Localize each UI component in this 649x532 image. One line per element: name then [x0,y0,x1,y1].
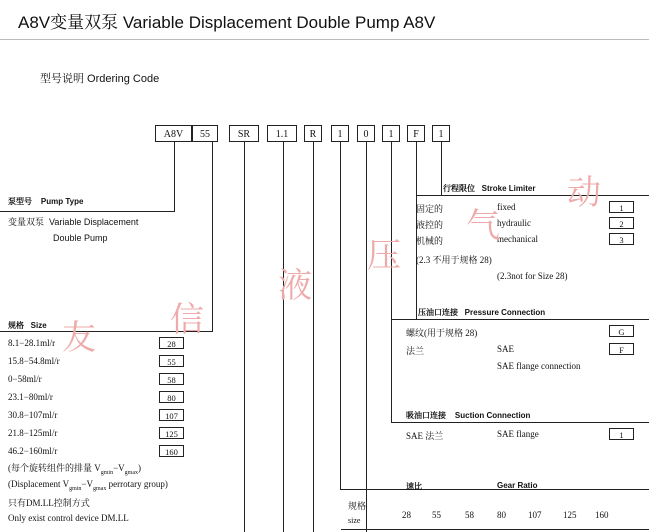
connector-line [313,142,314,532]
stroke-limiter-heading: 行程限位 Stroke Limiter [443,184,536,193]
stroke-row-en: mechanical [497,234,538,244]
size-note-2: (Displacement $V_{gmin}-V_{gmax}$ perrotary group) [8,479,168,492]
size-row-label: 8.1−28.1ml/r [8,338,56,348]
size-row-label: 15.8−54.8ml/r [8,356,60,366]
code-box-size: 55 [192,125,218,142]
table-line [341,529,649,530]
watermark-char: 信 [170,302,204,339]
code-box-zero: 0 [357,125,375,142]
connector-line [340,142,341,490]
pump-type-desc: 变量双泵 Variable Displacement [8,217,139,227]
size-row-label: 21.8−125ml/r [8,428,58,438]
connector-line [0,211,175,212]
stroke-row-value: 1 [609,201,634,213]
size-row-label: 0−58ml/r [8,374,42,384]
gear-ratio-value: 55 [432,510,441,520]
connector-line [174,142,175,212]
stroke-row-cn: 固定的 [416,204,444,214]
size-row-value: 28 [159,337,184,349]
pressure-value-f: F [609,343,634,355]
size-row-value: 80 [159,391,184,403]
size-row-label: 46.2−160ml/r [8,446,58,456]
gear-ratio-size-label-cn: 规格 [348,501,367,511]
size-row-label: 30.8−107ml/r [8,410,58,420]
gear-ratio-value: 58 [465,510,474,520]
pump-type-heading: 泵型号 Pump Type [8,197,84,206]
stroke-note-cn: (2.3 不用于规格 28) [416,255,492,265]
connector-line [283,142,284,532]
gear-ratio-heading-cn: 速比 [406,482,422,491]
pump-type-desc-2: Double Pump [53,233,108,243]
connector-line [244,142,245,532]
page-title: A8V变量双泵 Variable Displacement Double Pump A8V [18,13,436,32]
stroke-row-value: 3 [609,233,634,245]
connector-line [366,142,367,532]
suction-row-en: SAE flange [497,429,539,439]
stroke-row-cn: 液控的 [416,220,444,230]
gear-ratio-value: 80 [497,510,506,520]
stroke-row-value: 2 [609,217,634,229]
code-box-series: 1.1 [267,125,297,142]
pressure-connection-heading: 压油口连接 Pressure Connection [418,308,546,317]
title-divider [0,39,649,40]
connector-line [416,142,417,320]
size-note-4: Only exist control device DM.LL [8,513,129,523]
size-row-value: 125 [159,427,184,439]
connector-line [392,319,649,320]
watermark-char: 压 [367,238,401,275]
size-row-value: 107 [159,409,184,421]
watermark-char: 动 [567,175,601,212]
code-box-rotation: R [304,125,322,142]
pressure-value-g: G [609,325,634,337]
watermark-char: 友 [62,320,96,357]
size-row-label: 23.1−80ml/r [8,392,53,402]
connector-line [441,142,442,196]
stroke-note-en: (2.3not for Size 28) [497,271,568,281]
suction-connection-heading: 吸油口连接 Suction Connection [406,411,531,420]
connector-line [340,489,649,490]
connector-line [212,142,213,332]
size-row-value: 160 [159,445,184,457]
stroke-row-en: hydraulic [497,218,531,228]
connector-line [391,142,392,423]
code-box-pressure: F [407,125,425,142]
size-note-3: 只有DM.LL控制方式 [8,498,90,508]
code-box-stroke: 1 [432,125,450,142]
suction-row-cn: SAE 法兰 [406,431,444,441]
stroke-row-cn: 机械的 [416,236,444,246]
watermark-char: 液 [278,268,312,305]
suction-value: 1 [609,428,634,440]
code-box-gear-ratio: 1 [331,125,349,142]
gear-ratio-size-label-en: size [348,516,361,525]
size-row-value: 58 [159,373,184,385]
gear-ratio-value: 28 [402,510,411,520]
code-box-type: A8V [155,125,192,142]
code-box-control: SR [229,125,259,142]
size-row-value: 55 [159,355,184,367]
stroke-row-en: fixed [497,202,516,212]
pressure-row-thread: 螺纹(用于规格 28) [406,328,478,338]
size-note-1: (每个旋转组件的排量 $V_{gmin}-V_{gmax}$) [8,463,142,476]
pressure-row-extra: SAE flange connection [497,361,581,371]
pressure-row-flange-en: SAE [497,344,515,354]
gear-ratio-value: 107 [528,510,542,520]
pressure-row-flange-cn: 法兰 [406,346,425,356]
code-box-suction: 1 [382,125,400,142]
connector-line [417,195,649,196]
connector-line [391,422,649,423]
watermark-char: 气 [466,208,500,245]
gear-ratio-heading-en: Gear Ratio [497,481,538,490]
ordering-code-heading: 型号说明 Ordering Code [40,73,160,85]
size-heading: 规格 Size [8,321,47,330]
gear-ratio-value: 125 [563,510,577,520]
gear-ratio-value: 160 [595,510,609,520]
